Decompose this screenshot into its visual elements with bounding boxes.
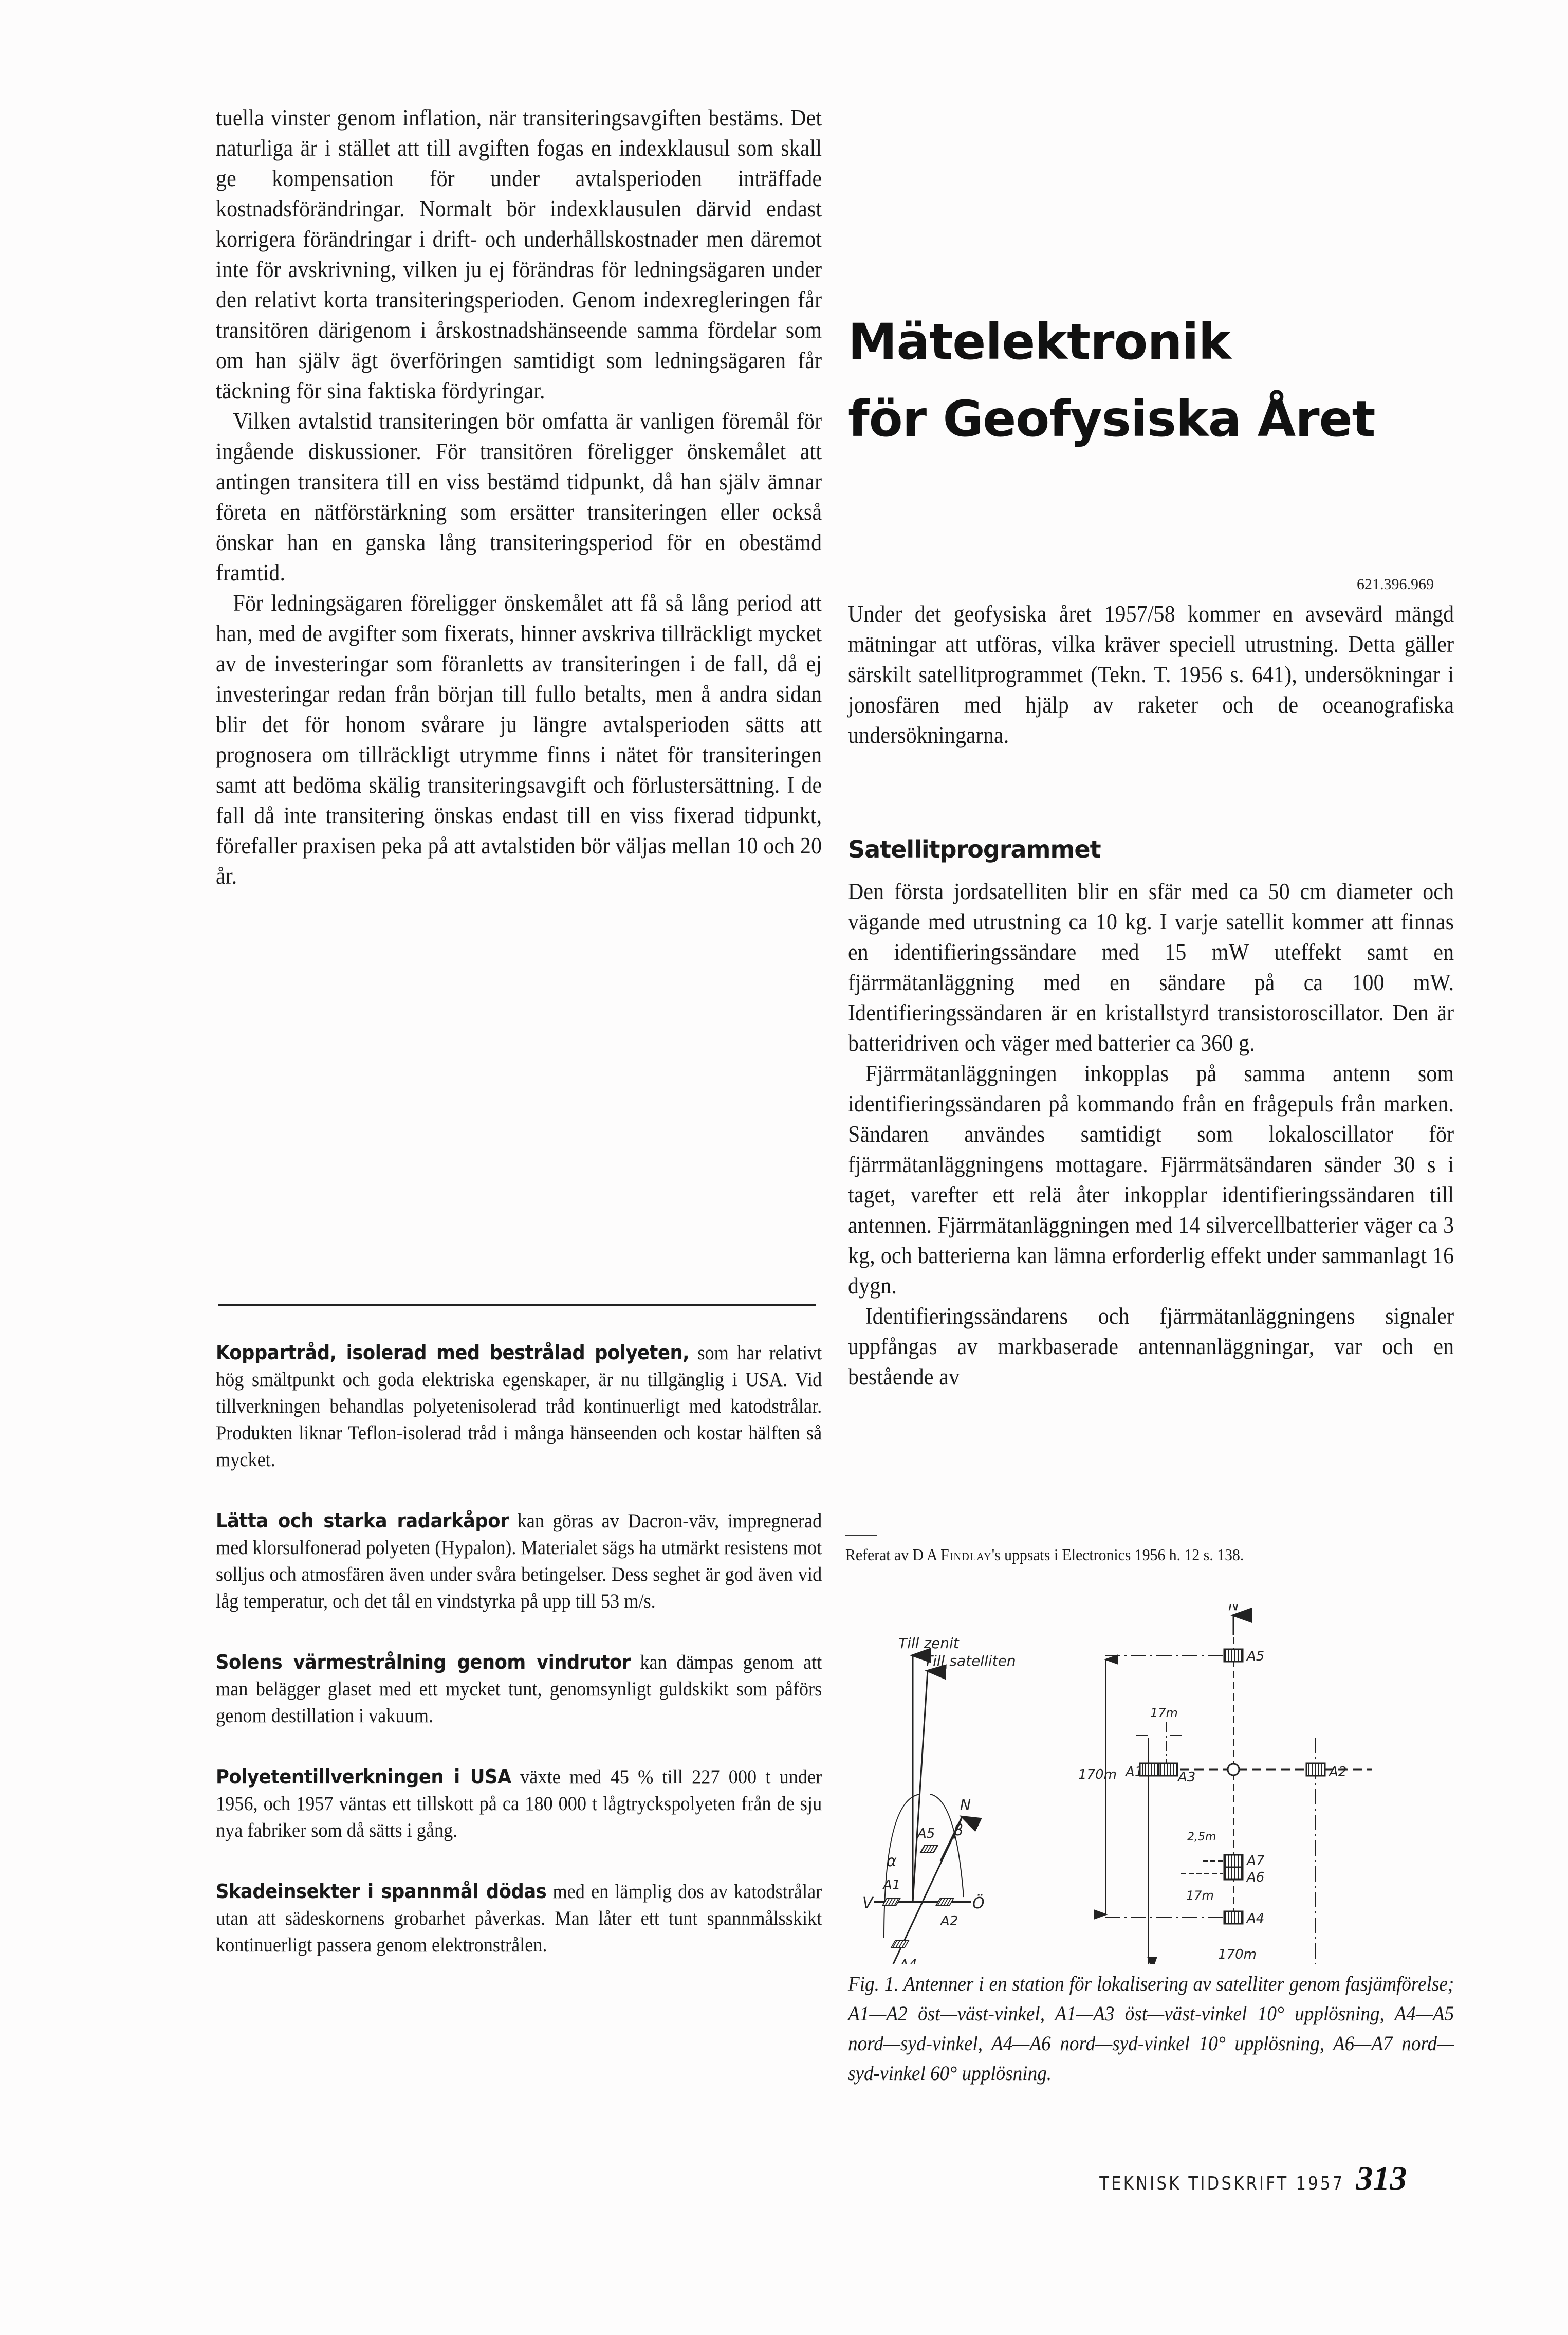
column-divider-rule [218,1304,816,1306]
news-heading: Solens värmestrålning genom vindrutor [216,1651,631,1673]
antenna-a5 [1224,1649,1243,1662]
news-body: kan göras av Dacron-väv, impregnerad med klorsulfonerad polyeten (Hypalon). Materialet sägs ha utmärkt resistens mot solljus och atmosfären även under svåra betingelser. Dess seghet är god även vid låg temperatur, och det tål en vindstyrka på upp till 53 m/s. [216,1510,822,1612]
section-text [848,877,1454,1392]
footnote-rule [845,1535,877,1536]
label-east: Ö [972,1894,985,1912]
journal-name: TEKNISK TIDSKRIFT 1957 [1099,2173,1345,2194]
label-zenith: Till zenit [898,1635,959,1652]
udc-classification: 621.396.969 [1357,576,1434,593]
paragraph: Identifieringssändarens och fjärrmätanläggningens signaler uppfångas av markbaserade antennanläggningar, var och en bestående av [848,1303,1454,1390]
article-body [848,599,1454,751]
label-a1-right: A1 [1126,1764,1143,1780]
continued-article [216,103,822,891]
label-a2-left: A2 [940,1913,958,1929]
left-sky-diagram [863,1635,1016,1964]
label-satellite: Till satelliten [924,1652,1016,1669]
label-north-right: N [1228,1604,1239,1614]
title-line-1: Mätelektronik [848,313,1231,371]
news-item [216,1507,822,1615]
label-a4-left [898,1957,917,1964]
label-2-5m: 2,5m [1187,1831,1216,1844]
label-a6-right: A6 [1247,1870,1265,1885]
label-north-left: N [960,1796,971,1813]
paragraph: Fjärrmätanläggningen inkopplas på samma antenn som identifieringssändaren på kommando från en frågepuls från marken. Sändaren användes samtidigt som lokaloscillator för fjärrmätanläggningens mottagare. Fjärrmätsändaren sänder 30 s i taget, varefter ett relä åter inkopplar identifieringssändaren till antennen. Fjärrmätanläggningen med 14 silvercellbatterier väger ca 3 kg, och batterierna kan lämna erforderlig effekt under sammanlagt 16 dygn. [848,1061,1454,1299]
label-a2-right: A2 [1329,1764,1347,1780]
news-heading: Koppartråd, isolerad med bestrålad polyeten, [216,1341,690,1364]
left-column [216,103,822,891]
paragraph: tuella vinster genom inflation, när transiteringsavgiften bestäms. Det naturliga är i stället att till avgiften fogas en indexklausul som skall ge kompensation för under avtalsperioden inträffade kostnadsförändringar. Normalt bör indexklausulen därvid endast korrigera förändringar i drift- och underhållskostnader men däremot inte för avskrivning, vilken ju ej förändras för ledningsägaren under den relativt korta transiteringsperioden. Genom indexregleringen får transitören därigenom i årskostnadshänseende samma fördelar som om han själv ägt överföringen samtidigt som ledningsägaren får täckning för sina faktiska fördyringar. [216,105,822,404]
label-west: V [863,1894,873,1912]
figure-caption: Fig. 1. Antenner i en station för lokalisering av satelliter genom fasjämförelse; A1—A2 öst—väst-vinkel, A1—A3 öst—väst-vinkel 10° upplösning, A4—A5 nord—syd-vinkel, A4—A6 nord—syd-vinkel 10° upplösning, A6—A7 nord—syd-vinkel 60° upplösning. [848,1972,1454,2085]
section-body [848,877,1454,1392]
section-satellite [848,835,1454,863]
label-170m-bottom: 170m [1218,1947,1257,1962]
news-body: med en lämplig dos av katodstrålar utan att sädeskornens grobarhet påverkas. Man låter ett tunt spannmålsskikt kontinuerligt passera genom elektronstrålen. [216,1881,822,1956]
title-line-2: för Geofysiska Året [848,390,1375,448]
paragraph: För ledningsägaren föreligger önskemålet att få så lång period att han, med de avgifter som fixerats, hinner avskriva tillräckligt mycket av de investeringar som föranletts av transiteringen i de fall, då ej investeringar redan från början till fullo betalts, men å andra sidan blir det för honom svårare ju längre avtalsperioden sätts att prognosera om tillräckligt utrymme finns i nätet för transiteringen samt att bedöma skälig transiteringsavgift och förlustersättning. I de fall då inte transitering önskas endast till en viss fixerad tidpunkt, förefaller praxisen peka på att avtalstiden bör väljas mellan 10 och 20 år. [216,590,822,889]
section-heading: Satellitprogrammet [848,835,1101,863]
footnote-suffix: 's uppsats i Electronics 1956 h. 12 s. 138. [991,1545,1244,1564]
antenna-diagram [863,1604,1454,1964]
antenna-a7 [1224,1855,1243,1867]
label-a7-right: A7 [1247,1853,1265,1869]
label-a3-right: A3 [1178,1770,1196,1785]
antenna-a2 [1306,1763,1325,1776]
label-alpha: α [887,1852,897,1870]
news-body: växte med 45 % till 227 000 t under 1956, och 1957 väntas ett tillskott på ca 180 000 t lågtryckspolyeten från de sju nya fabriker som då sätts i gång. [216,1766,822,1841]
news-body: som har relativt hög smältpunkt och goda elektriska egenskaper, är nu tillgänglig i USA. Vid tillverkningen behandlas polyetenisolerad tråd kontinuerligt med katodstrålar. Produkten liknar Teflon-isolerad tråd i många hänseenden och kostar hälften så mycket. [216,1342,822,1471]
label-a5-left: A5 [917,1826,935,1841]
news-heading: Lätta och starka radarkåpor [216,1509,509,1532]
footnote-prefix: Referat av D A [845,1545,941,1564]
label-170m-vertical: 170m [1078,1767,1117,1782]
label-a4-right: A4 [1247,1911,1265,1926]
antenna-a3 [1159,1763,1177,1776]
intro-paragraph: Under det geofysiska året 1957/58 kommer en avsevärd mängd mätningar att utföras, vilka kräver speciell utrustning. Detta gäller särskilt satellitprogrammet (Tekn. T. 1956 s. 641), undersökningar i jonosfären med hjälp av raketer och de oceanografiska undersökningarna. [848,601,1454,748]
news-item [216,1878,822,1959]
footnote-author: Findlay [940,1545,992,1564]
label-17m-top: 17m [1150,1706,1178,1720]
label-a5-right: A5 [1247,1649,1265,1664]
right-plan-diagram [1078,1604,1372,1964]
antenna-a4 [1224,1911,1243,1924]
paragraph: Vilken avtalstid transiteringen bör omfatta är vanligen föremål för ingående diskussioner. För transitören föreligger önskemålet att antingen transitera till en viss bestämd tidpunkt, då han själv ämnar företa en nätförstärkning som ersätter transiteringen eller också önskar han en ganska lång transiteringsperiod för en obestämd framtid. [216,408,822,586]
news-item [216,1763,822,1844]
news-item [216,1649,822,1729]
news-heading: Skadeinsekter i spannmål dödas [216,1880,547,1903]
label-beta: β [953,1821,964,1839]
page-footer [1056,2159,1407,2198]
footnote [845,1540,1409,1570]
article-intro [848,599,1454,751]
news-items [216,1339,822,1959]
page-number: 313 [1356,2160,1407,2197]
news-item [216,1339,822,1473]
news-body: kan dämpas genom att man belägger glaset med ett mycket tunt, genomsynligt guldskikt som påförs genom destillation i vakuum. [216,1651,822,1727]
article-title [848,303,1375,458]
antenna-a6 [1224,1867,1243,1880]
paragraph: Den första jordsatelliten blir en sfär med ca 50 cm diameter och vägande med utrustning ca 10 kg. I varje satellit kommer att finnas en identifieringssändare med 15 mW uteffekt samt en fjärrmätanläggning med en sändare på ca 100 mW. Identifieringssändaren är en kristallstyrd transistoroscillator. Den är batteridriven och väger med batterier ca 360 g. [848,879,1454,1056]
news-heading: Polyetentillverkningen i USA [216,1765,511,1788]
label-a1-left: A1 [883,1877,901,1893]
figure-antenna-station [863,1604,1454,1962]
news-list [216,1339,822,1959]
label-17m-mid: 17m [1186,1888,1214,1903]
